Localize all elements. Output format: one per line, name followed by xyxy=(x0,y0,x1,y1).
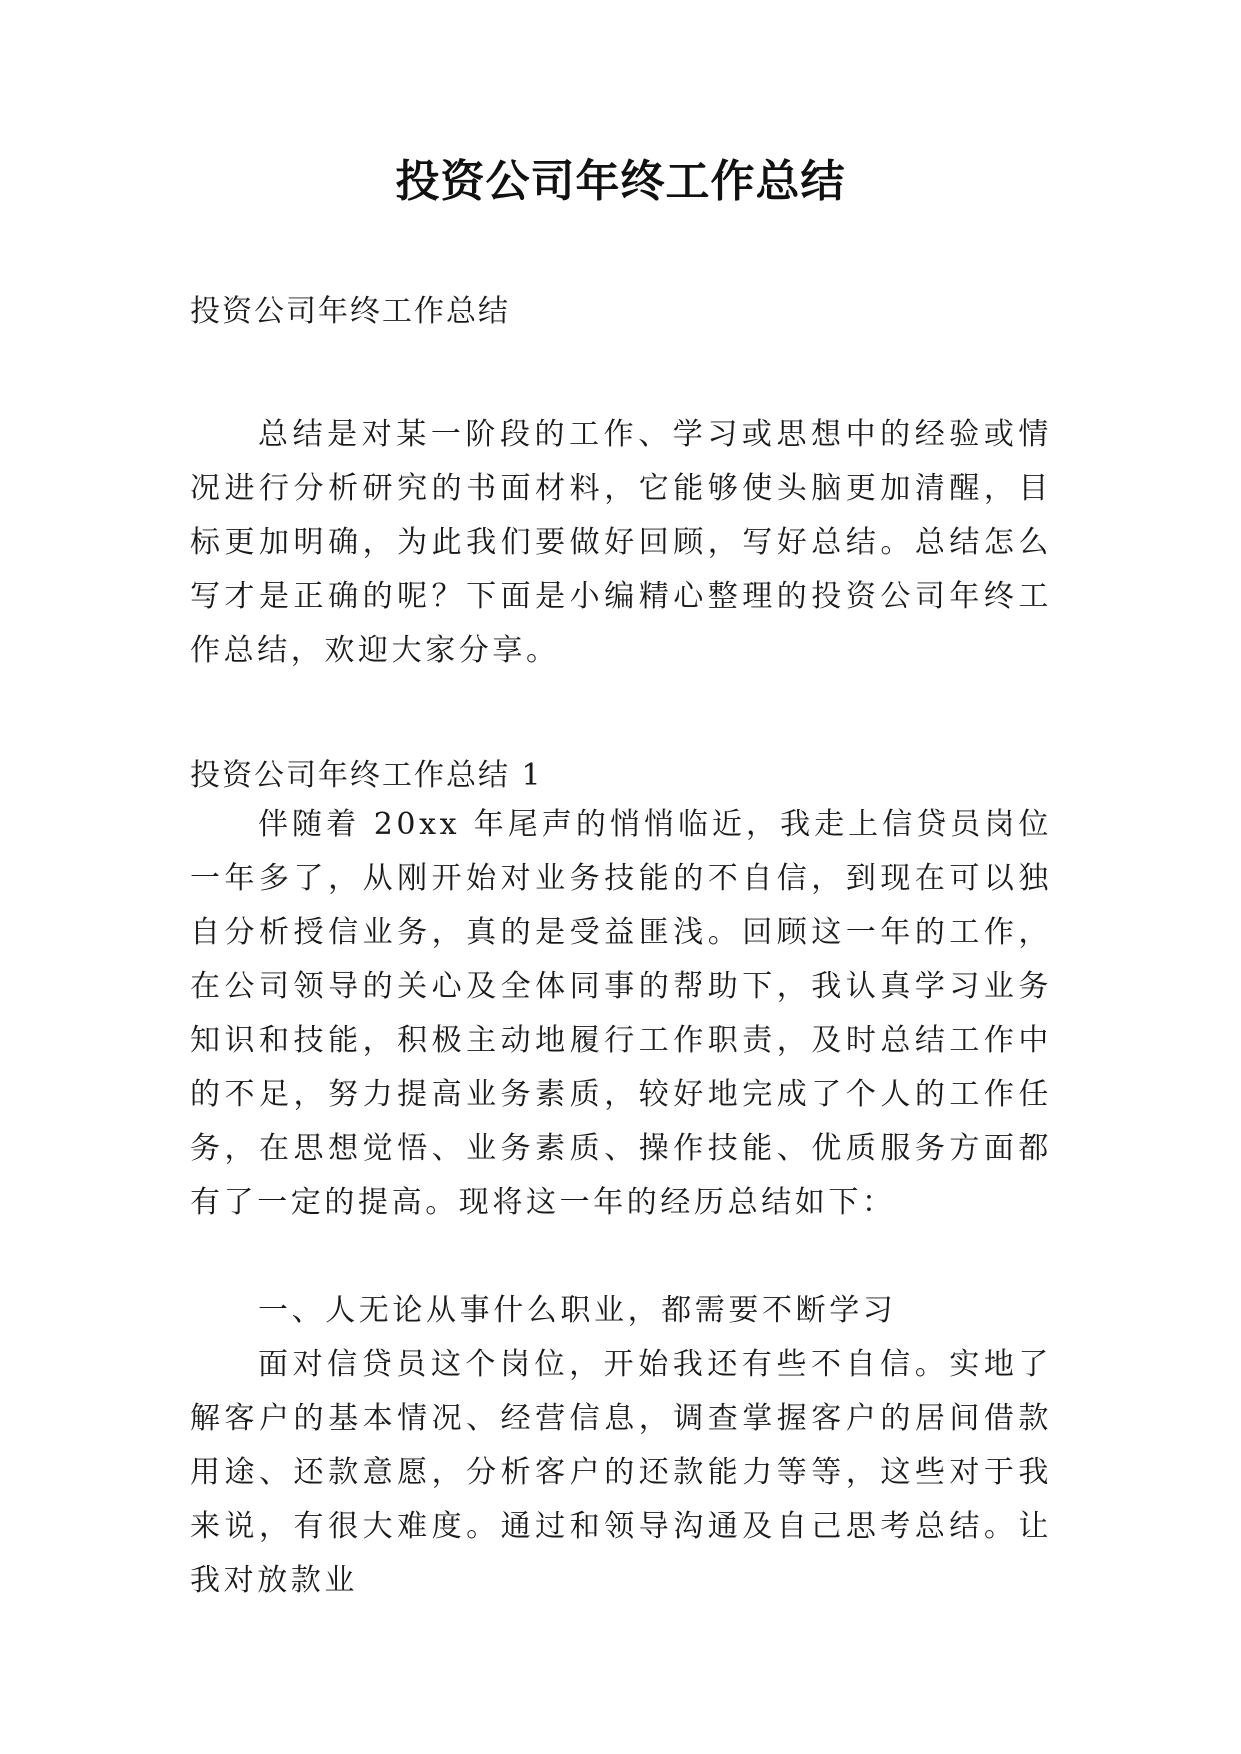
document-title: 投资公司年终工作总结 xyxy=(395,156,846,207)
body-paragraph-1: 伴随着 20xx 年尾声的悄悄临近，我走上信贷员岗位一年多了，从刚开始对业务技能的不自信，到现在可以独自分析授信业务，真的是受益匪浅。回顾这一年的工作，在公司领导的关心及全体同事的帮助下，我认真学习业务知识和技能，积极主动地履行工作职责，及时总结工作中的不足，努力提高业务素质，较好地完成了个人的工作任务，在思想觉悟、业务素质、操作技能、优质服务方面都有了一定的提高。现将这一年的经历总结如下： xyxy=(190,807,1052,1220)
document-subtitle: 投资公司年终工作总结 xyxy=(190,294,510,329)
body-paragraph-2: 面对信贷员这个岗位，开始我还有些不自信。实地了解客户的基本情况、经营信息，调查掌握客户的居间借款用途、还款意愿，分析客户的还款能力等等，这些对于我来说，有很大难度。通过和领导沟通及自己思考总结。让我对放款业 xyxy=(190,1347,1052,1598)
intro-paragraph: 总结是对某一阶段的工作、学习或思想中的经验或情况进行分析研究的书面材料，它能够使头脑更加清醒，目标更加明确，为此我们要做好回顾，写好总结。总结怎么写才是正确的呢？下面是小编精心整理的投资公司年终工作总结，欢迎大家分享。 xyxy=(190,417,1052,668)
point-1-heading: 一、人无论从事什么职业，都需要不断学习 xyxy=(258,1293,897,1328)
section-heading: 投资公司年终工作总结 1 xyxy=(190,758,543,793)
